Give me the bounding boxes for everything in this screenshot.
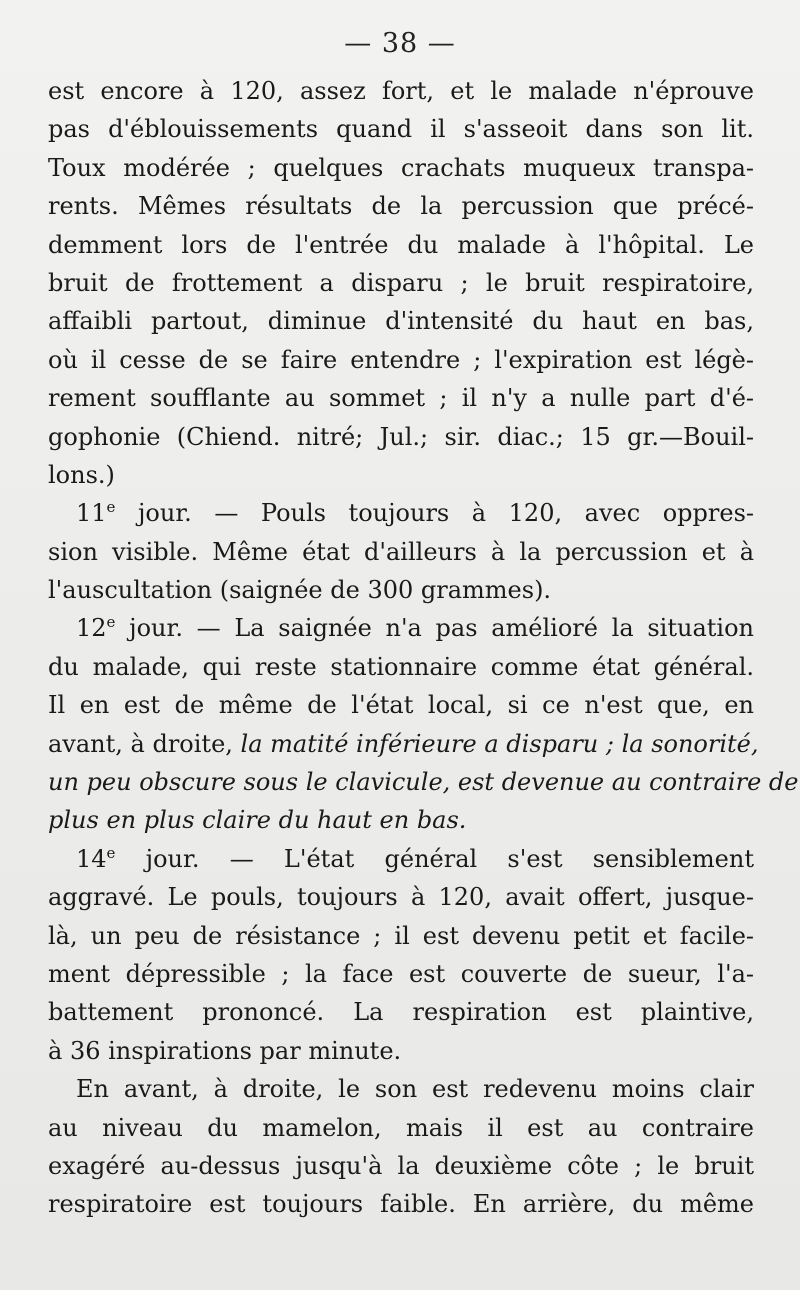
text-line: [48, 264, 754, 302]
line-text: exagéré au-dessus jusqu'à la deuxième côte ; le bruit: [48, 1151, 754, 1180]
line-text: respiratoire est toujours faible. En arrière, du même: [48, 1190, 754, 1219]
text-line: [48, 379, 754, 417]
ordinal-superscript: e: [106, 613, 116, 632]
ordinal-superscript: e: [106, 843, 116, 862]
line-text: l'auscultation (saignée de 300 grammes).: [48, 576, 552, 605]
line-text: rents. Mêmes résultats de la percussion que précé-: [48, 192, 754, 221]
text-line: [48, 801, 754, 839]
line-text: jour. — L'état général s'est sensiblement: [115, 844, 754, 873]
line-text: ment dépressible ; la face est couverte de sueur, l'a-: [48, 959, 754, 988]
day-number: 14: [76, 844, 107, 873]
text-line: [48, 993, 754, 1031]
line-text: est encore à 120, assez fort, et le malade n'éprouve: [48, 77, 754, 105]
text-line: [48, 149, 754, 187]
text-line: [48, 609, 754, 647]
text-line: [48, 456, 754, 494]
day-number: 12: [76, 614, 107, 643]
line-text: rement soufflante au sommet ; il n'y a nulle part d'é-: [48, 384, 754, 413]
text-line: [48, 226, 754, 264]
text-line: [48, 533, 754, 571]
text-line: [48, 686, 754, 724]
italic-text: plus en plus claire du haut en bas.: [48, 806, 467, 835]
line-text: au niveau du mamelon, mais il est au contraire: [48, 1113, 754, 1142]
text-line: [48, 878, 754, 916]
line-text: En avant, à droite, le son est redevenu moins clair: [76, 1075, 754, 1104]
line-text: demment lors de l'entrée du malade à l'hôpital. Le: [48, 230, 754, 259]
line-text: pas d'éblouissements quand il s'asseoit dans son lit.: [48, 115, 754, 144]
line-text: gophonie (Chiend. nitré; Jul.; sir. diac.; 15 gr.—Bouil-: [48, 422, 754, 451]
day-number: 11: [76, 499, 107, 528]
text-line: [48, 648, 754, 686]
line-text: aggravé. Le pouls, toujours à 120, avait offert, jusque-: [48, 883, 754, 912]
line-text: battement prononcé. La respiration est plaintive,: [48, 998, 754, 1027]
text-line: [48, 763, 799, 801]
line-text: Il en est de même de l'état local, si ce n'est que, en: [48, 691, 754, 720]
text-line: [48, 187, 754, 225]
body-text: [48, 72, 799, 1224]
text-line: [48, 418, 754, 456]
line-text: là, un peu de résistance ; il est devenu petit et facile-: [48, 921, 754, 950]
text-line: [48, 955, 754, 993]
text-line: [48, 725, 759, 763]
page-number: — 38 —: [344, 28, 456, 59]
text-line: [48, 302, 754, 340]
text-line: [48, 1185, 754, 1223]
line-text: lons.): [48, 460, 115, 489]
text-line: [48, 341, 754, 379]
line-text: jour. — La saignée n'a pas amélioré la situation: [115, 614, 754, 643]
line-text: sion visible. Même état d'ailleurs à la percussion et à: [48, 537, 754, 566]
text-line: [48, 840, 754, 878]
italic-text: la matité inférieure a disparu ; la sonorité,: [240, 729, 759, 758]
line-text: bruit de frottement a disparu ; le bruit respiratoire,: [48, 268, 754, 297]
line-text: jour. — Pouls toujours à 120, avec oppres-: [115, 499, 754, 528]
text-line: [48, 1109, 754, 1147]
ordinal-superscript: e: [106, 498, 116, 517]
italic-text: un peu obscure sous le clavicule, est devenue au contraire de: [48, 768, 799, 797]
text-line: [48, 110, 754, 148]
line-text: où il cesse de se faire entendre ; l'expiration est légè-: [48, 345, 754, 374]
line-text: affaibli partout, diminue d'intensité du haut en bas,: [48, 307, 754, 336]
text-line: [48, 1070, 754, 1108]
text-line: [48, 494, 754, 532]
text-line: [48, 72, 754, 110]
text-line: [48, 917, 754, 955]
text-line: [48, 571, 754, 609]
line-text: Toux modérée ; quelques crachats muqueux transpa-: [48, 153, 754, 182]
line-text: avant, à droite,: [48, 729, 241, 758]
line-text: du malade, qui reste stationnaire comme état général.: [48, 652, 754, 681]
text-line: [48, 1147, 754, 1185]
line-text: à 36 inspirations par minute.: [48, 1036, 402, 1065]
text-line: [48, 1032, 754, 1070]
